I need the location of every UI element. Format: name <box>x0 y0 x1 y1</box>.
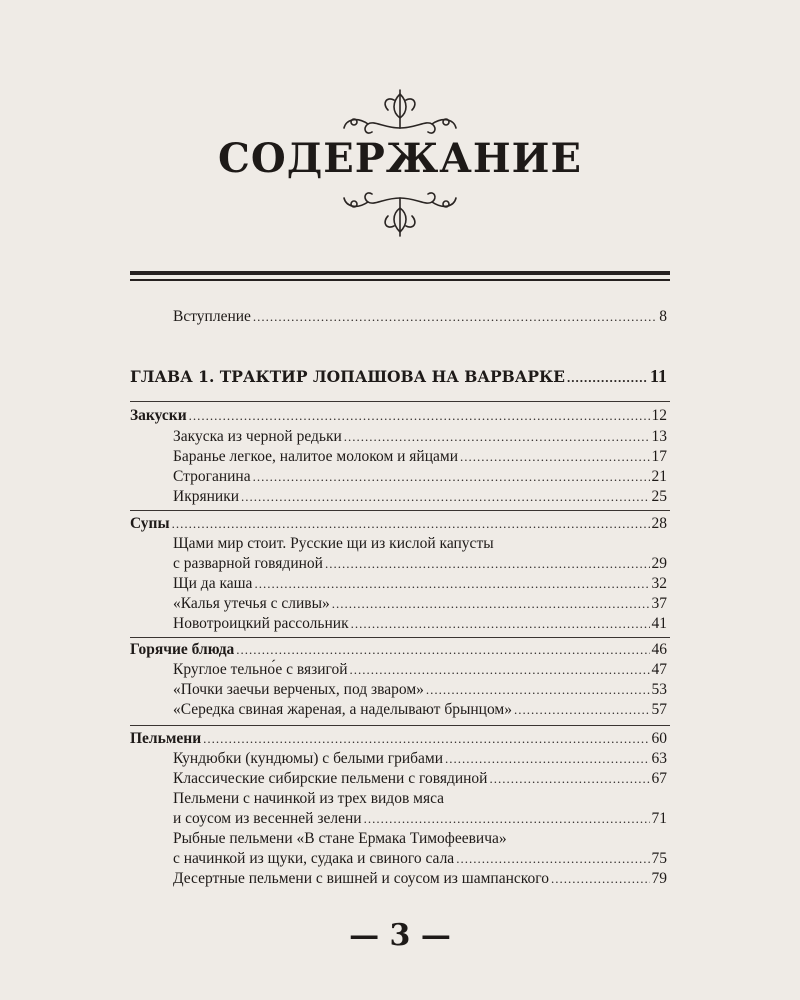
toc-entry-text: Строганина <box>173 468 251 485</box>
section-divider <box>130 725 670 726</box>
toc-dot-leader <box>203 729 649 749</box>
toc-dot-leader <box>351 614 650 634</box>
toc-section-pelmeni[interactable] <box>130 729 667 749</box>
toc-entry-text: и соусом из весенней зелени <box>173 810 362 827</box>
header-rule-thin <box>130 279 670 281</box>
toc-dot-leader <box>426 680 650 700</box>
toc-dot-leader <box>350 660 650 680</box>
toc-entry[interactable] <box>173 427 667 447</box>
toc-dot-leader <box>325 554 650 574</box>
toc-entry-text: Пельмени с начинкой из трех видов мяса <box>173 790 445 807</box>
toc-page-number: 79 <box>651 870 667 887</box>
page-number: — 3 — <box>349 918 451 953</box>
toc-entry[interactable] <box>173 829 667 849</box>
toc-entry-text: с начинкой из щуки, судака и свиного сала <box>173 850 455 867</box>
toc-entry[interactable] <box>173 554 667 574</box>
toc-entry-text: «Почки заечьи верченых, под зваром» <box>173 681 424 698</box>
toc-page-number: 75 <box>651 850 667 867</box>
toc-entry[interactable] <box>173 849 667 869</box>
toc-entry[interactable] <box>173 594 667 614</box>
toc-page-number: 63 <box>651 750 667 767</box>
bottom-ornament-icon <box>340 188 460 238</box>
toc-section-text: Супы <box>130 515 170 532</box>
toc-entry-text: Классические сибирские пельмени с говядиной <box>173 770 488 787</box>
toc-page-number: 60 <box>651 730 667 747</box>
toc-dot-leader <box>456 849 649 869</box>
toc-dot-leader <box>460 447 649 467</box>
toc-section-zakuski[interactable] <box>130 406 667 426</box>
toc-dot-leader <box>241 487 649 507</box>
toc-entry-intro[interactable] <box>173 307 667 327</box>
toc-entry[interactable] <box>173 769 667 789</box>
section-divider <box>130 401 670 402</box>
page-title: СОДЕРЖАНИЕ <box>218 135 582 182</box>
toc-chapter-text: ГЛАВА 1. ТРАКТИР ЛОПАШОВА НА ВАРВАРКЕ <box>130 367 565 386</box>
toc-page-number: 11 <box>649 366 667 386</box>
toc-page-number: 17 <box>651 448 667 465</box>
toc-dot-leader <box>189 406 650 426</box>
toc-entry[interactable] <box>173 534 667 554</box>
toc-entry-text: с разварной говядиной <box>173 555 323 572</box>
toc-dot-leader <box>254 574 649 594</box>
toc-page-number: 12 <box>651 407 667 424</box>
toc-chapter-heading[interactable] <box>130 366 667 386</box>
toc-entry[interactable] <box>173 749 667 769</box>
toc-entry-text: «Калья утечья с сливы» <box>173 595 330 612</box>
toc-entry[interactable] <box>173 789 667 809</box>
toc-page-number: 41 <box>651 615 667 632</box>
toc-page-number: 57 <box>651 701 667 718</box>
toc-page-number: 53 <box>651 681 667 698</box>
toc-page-number: 37 <box>651 595 667 612</box>
toc-entry-text: Закуска из черной редьки <box>173 428 342 445</box>
toc-entry[interactable] <box>173 809 667 829</box>
toc-dot-leader <box>344 427 650 447</box>
toc-entry-text: Икряники <box>173 488 240 505</box>
toc-page-number: 28 <box>651 515 667 532</box>
toc-entry[interactable] <box>173 447 667 467</box>
toc-entry[interactable] <box>173 700 667 720</box>
toc-dot-leader <box>236 640 649 660</box>
toc-entry[interactable] <box>173 574 667 594</box>
toc-page-number: 25 <box>651 488 667 505</box>
toc-entry[interactable] <box>173 680 667 700</box>
toc-page-number: 46 <box>651 641 667 658</box>
toc-dot-leader <box>445 749 649 769</box>
header-rule-thick <box>130 271 670 275</box>
toc-section-goryachie[interactable] <box>130 640 667 660</box>
toc-entry[interactable] <box>173 869 667 889</box>
toc-page-number: 21 <box>651 468 667 485</box>
toc-dot-leader <box>567 368 648 388</box>
toc-entry[interactable] <box>173 467 667 487</box>
toc-dot-leader <box>332 594 650 614</box>
toc-dot-leader <box>514 700 650 720</box>
toc-entry-text: Кундюбки (кундюмы) с белыми грибами <box>173 750 444 767</box>
toc-dot-leader <box>551 869 650 889</box>
toc-entry-text: Щи да каша <box>173 575 253 592</box>
toc-entry[interactable] <box>173 660 667 680</box>
toc-section-text: Горячие блюда <box>130 641 235 658</box>
toc-page-number: 32 <box>651 575 667 592</box>
toc-entry-text: Десертные пельмени с вишней и соусом из шампанского <box>173 870 549 887</box>
toc-page-number: 13 <box>651 428 667 445</box>
section-divider <box>130 510 670 511</box>
toc-dot-leader <box>253 307 657 327</box>
toc-entry-text: Рыбные пельмени «В стане Ермака Тимофеевича» <box>173 830 507 847</box>
toc-entry-text: Щами мир стоит. Русские щи из кислой капусты <box>173 535 494 552</box>
toc-dot-leader <box>364 809 650 829</box>
toc-dot-leader <box>489 769 649 789</box>
top-ornament-icon <box>340 88 460 138</box>
toc-entry-text: Круглое тельно́е с вязигой <box>173 661 348 678</box>
toc-section-supy[interactable] <box>130 514 667 534</box>
toc-section-text: Закуски <box>130 407 187 424</box>
toc-dot-leader <box>253 467 650 487</box>
toc-entry-text: «Середка свиная жареная, а наделывают брынцом» <box>173 701 512 718</box>
toc-entry-text: Баранье легкое, налитое молоком и яйцами <box>173 448 459 465</box>
section-divider <box>130 637 670 638</box>
toc-section-text: Пельмени <box>130 730 202 747</box>
toc-entry-text: Новотроицкий рассольник <box>173 615 349 632</box>
toc-dot-leader <box>172 514 650 534</box>
toc-entry-text: Вступление <box>173 308 251 325</box>
toc-page-number: 47 <box>651 661 667 678</box>
toc-page-number: 67 <box>651 770 667 787</box>
toc-entry[interactable] <box>173 487 667 507</box>
toc-entry[interactable] <box>173 614 667 634</box>
toc-page-number: 71 <box>651 810 667 827</box>
toc-page-number: 29 <box>651 555 667 572</box>
toc-page-number: 8 <box>659 308 667 325</box>
